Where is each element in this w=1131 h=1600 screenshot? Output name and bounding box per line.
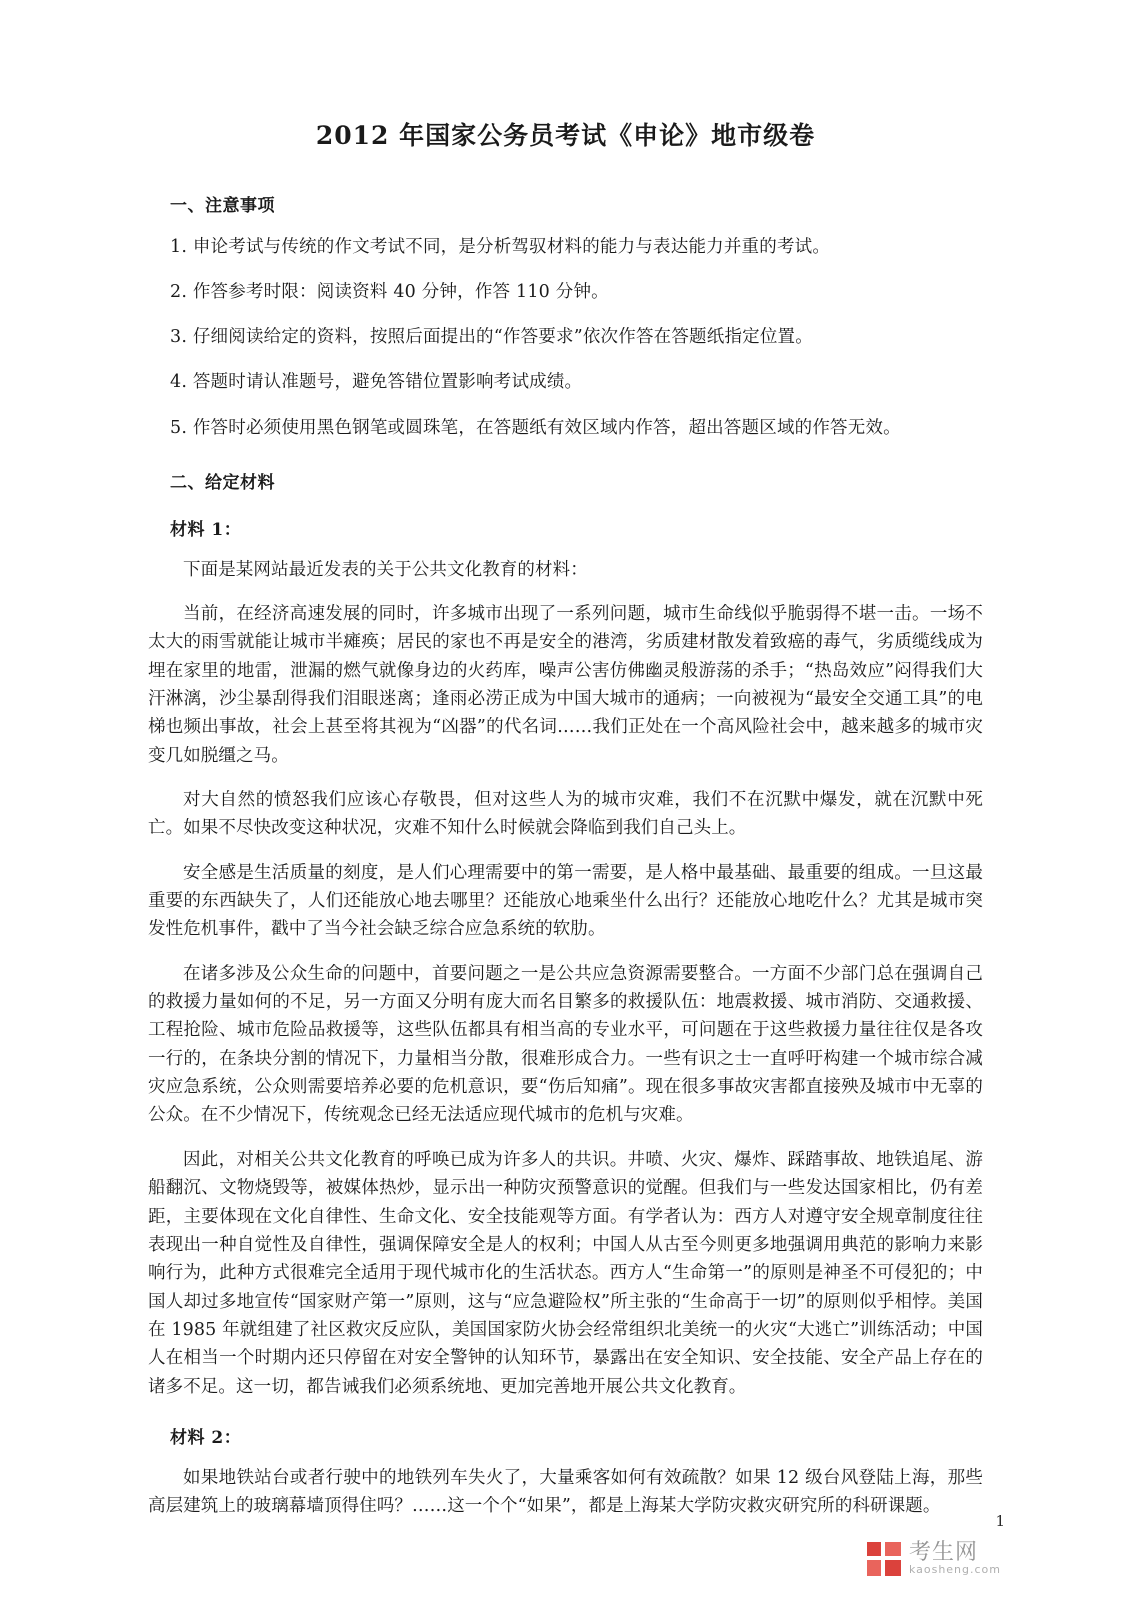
notice-section-heading: 一、注意事项 — [170, 196, 275, 216]
site-watermark — [867, 1541, 1001, 1576]
grid-square-icon — [867, 1542, 901, 1576]
material-1-paragraph: 对大自然的愤怒我们应该心存敬畏，但对这些人为的城市灾难，我们不在沉默中爆发，就在沉默中死亡。如果不尽快改变这种状况，灾难不知什么时候就会降临到我们自己头上。 — [148, 790, 983, 839]
watermark-name-cn: 考生网 — [908, 1540, 978, 1566]
notice-item: 1. 申论考试与传统的作文考试不同，是分析驾驭材料的能力与表达能力并重的考试。 — [170, 237, 831, 257]
material-1-paragraph: 下面是某网站最近发表的关于公共文化教育的材料： — [183, 559, 588, 580]
notice-item: 3. 仔细阅读给定的资料，按照后面提出的“作答要求”依次作答在答题纸指定位置。 — [170, 327, 813, 348]
material-1-paragraph: 在诸多涉及公众生命的问题中，首要问题之一是公共应急资源需要整合。一方面不少部门总在强调自己的救援力量如何的不足，另一方面又分明有庞大而名目繁多的救援队伍：地震救援、城市消防、交通救援、工程抢险、城市危险品救援等，这些队伍都具有相当高的专业水平，可问题在于这些救援力量往往仅是各攻一行的，在条块分割的情况下，力量相当分散，很难形成合力。一些有识之士一直呼吁构建一个城市综合减灾应急系统，公众则需要培养必要的危机意识，要“伤后知痛”。现在很多事故灾害都直接殃及城市中无辜的公众。在不少情况下，传统观念已经无法适应现代城市的危机与灾难。 — [148, 963, 983, 1126]
material-2-heading: 材料 2： — [170, 1427, 242, 1448]
notice-item: 4. 答题时请认准题号，避免答错位置影响考试成绩。 — [170, 372, 583, 393]
material-1-paragraph: 当前，在经济高速发展的同时，许多城市出现了一系列问题，城市生命线似乎脆弱得不堪一击。一场不太大的雨雪就能让城市半瘫痪；居民的家也不再是安全的港湾，劣质建材散发着致癌的毒气，劣质缆线成为埋在家里的地雷，泄漏的燃气就像身边的火药库，噪声公害仿佛幽灵般游荡的杀手；“热岛效应”闷得我们大汗淋漓，沙尘暴刮得我们泪眼迷离；逢雨必涝正成为中国大城市的通病；一向被视为“最安全交通工具”的电梯也频出事故，社会上甚至将其视为“凶器”的代名词……我们正处在一个高风险社会中，越来越多的城市灾变几如脱缰之马。 — [148, 603, 983, 766]
materials-section-heading: 二、给定材料 — [170, 472, 275, 493]
notice-item: 2. 作答参考时限：阅读资料 40 分钟，作答 110 分钟。 — [170, 282, 609, 303]
material-2-paragraph: 如果地铁站台或者行驶中的地铁列车失火了，大量乘客如何有效疏散？如果 12 级台风登陆上海，那些高层建筑上的玻璃幕墙顶得住吗？……这一个个“如果”，都是上海某大学防灾救灾研究所的科研课题。 — [148, 1467, 983, 1517]
material-1-paragraph: 安全感是生活质量的刻度，是人们心理需要中的第一需要，是人格中最基础、最重要的组成。一旦这最重要的东西缺失了，人们还能放心地去哪里？还能放心地乘坐什么出行？还能放心地吃什么？尤其是城市突发性危机事件，戳中了当今社会缺乏综合应急系统的软肋。 — [148, 862, 983, 940]
watermark-name-en: kaosheng.com — [908, 1563, 1001, 1577]
watermark-text — [909, 1541, 1001, 1576]
material-1-paragraph: 因此，对相关公共文化教育的呼唤已成为许多人的共识。井喷、火灾、爆炸、踩踏事故、地铁追尾、游船翻沉、文物烧毁等，被媒体热炒，显示出一种防灾预警意识的觉醒。但我们与一些发达国家相比，仍有差距，主要体现在文化自律性、生命文化、安全技能观等方面。有学者认为：西方人对遵守安全规章制度往往表现出一种自觉性及自律性，强调保障安全是人的权利；中国人从古至今则更多地强调用典范的影响力来影响行为，此种方式很难完全适用于现代城市化的生活状态。西方人“生命第一”的原则是神圣不可侵犯的；中国人却过多地宣传“国家财产第一”原则，这与“应急避险权”所主张的“生命高于一切”的原则似乎相悖。美国在 1985 年就组建了社区救灾反应队，美国国家防火协会经常组织北美统一的火灾“大逃亡”训练活动；中国人在相当一个时期内还只停留在对安全警钟的认知环节，暴露出在安全知识、安全技能、安全产品上存在的诸多不足。这一切，都告诫我们必须系统地、更加完善地开展公共文化教育。 — [148, 1149, 983, 1397]
page-number: 1 — [995, 1512, 1005, 1530]
page-title: 2012 年国家公务员考试《申论》地市级卷 — [315, 121, 816, 150]
material-1-heading: 材料 1： — [170, 519, 242, 540]
notice-item: 5. 作答时必须使用黑色钢笔或圆珠笔，在答题纸有效区域内作答，超出答题区域的作答无效。 — [170, 417, 901, 438]
